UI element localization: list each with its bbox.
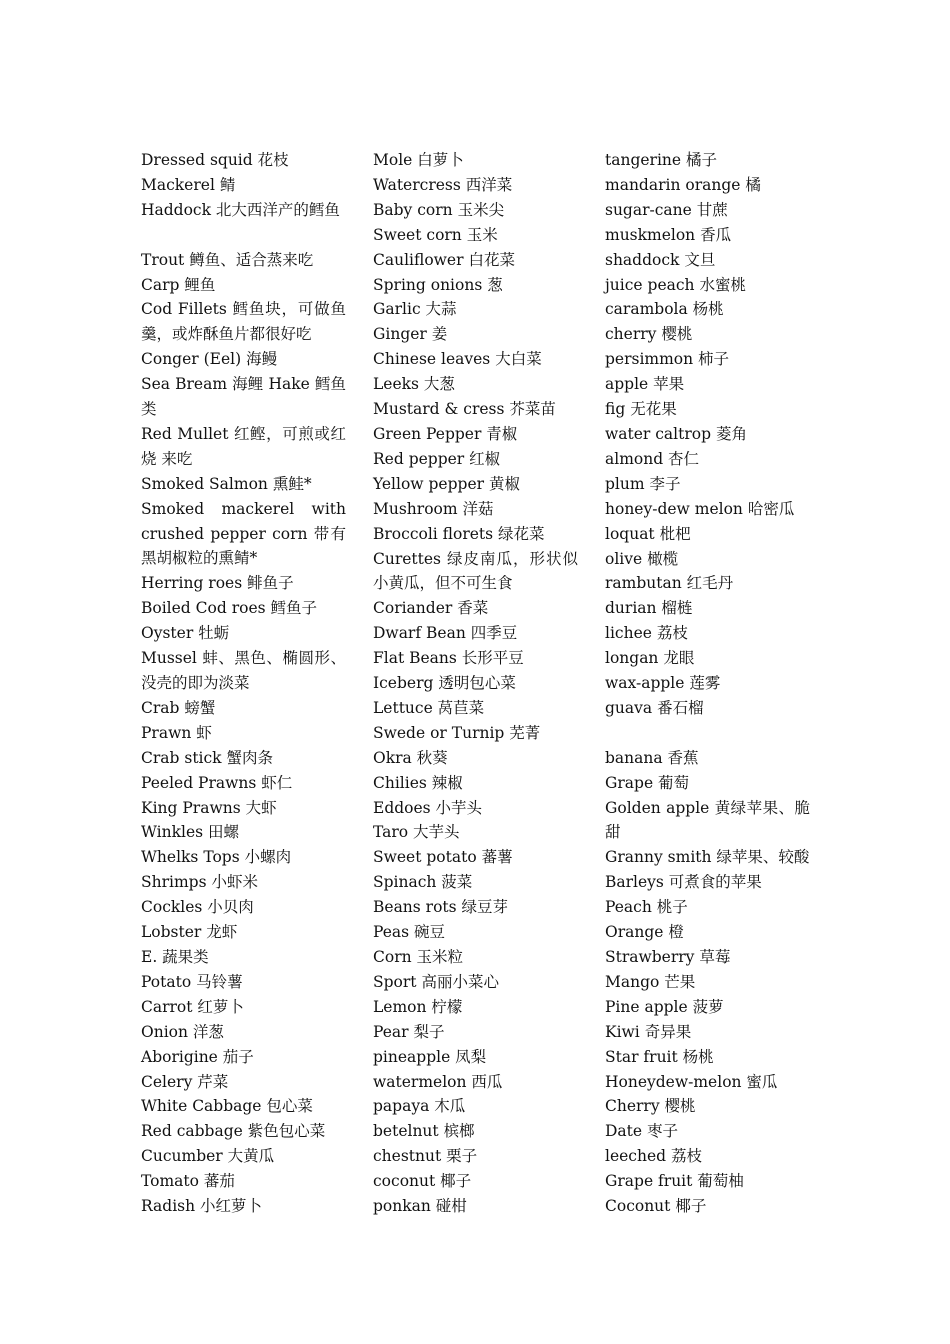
vocab-column-2 — [373, 148, 578, 1219]
vocab-entry: Ginger 姜 — [373, 325, 448, 344]
vocab-entry: Red Mullet 红鲣，可煎或红烧 来吃 — [141, 424, 346, 468]
vocab-entry: Eddoes 小芋头 — [373, 798, 483, 817]
vocab-entry: Herring roes 鲱鱼子 — [141, 574, 294, 593]
vocab-entry: Lettuce 莴苣菜 — [373, 698, 485, 717]
vocab-column-3 — [605, 148, 810, 1219]
vocab-entry: Spinach 菠菜 — [373, 873, 473, 892]
vocab-entry: Whelks Tops 小螺肉 — [141, 848, 292, 867]
vocab-entry: papaya 木瓜 — [373, 1097, 466, 1116]
vocab-entry: Broccoli florets 绿花菜 — [373, 524, 545, 543]
spacer — [141, 223, 346, 248]
vocab-entry: Coriander 香菜 — [373, 599, 489, 618]
vocab-entry: longan 龙眼 — [605, 649, 695, 668]
vocab-entry: pineapple 凤梨 — [373, 1047, 487, 1066]
vocab-entry: Mango 芒果 — [605, 972, 696, 991]
vocab-entry: tangerine 橘子 — [605, 151, 717, 169]
vocab-entry: chestnut 栗子 — [373, 1147, 478, 1166]
vocab-entry: Corn 玉米粒 — [373, 948, 464, 966]
vocab-entry: Kiwi 奇异果 — [605, 1022, 692, 1041]
vocab-entry: shaddock 文旦 — [605, 250, 716, 269]
vocab-entry: Red pepper 红椒 — [373, 449, 501, 468]
vocab-entry: Mustard & cress 芥菜苗 — [373, 400, 556, 419]
vocab-entry: Sweet potato 蕃薯 — [373, 848, 513, 867]
vocab-entry: Leeks 大葱 — [373, 375, 455, 394]
vocab-entry: Grape 葡萄 — [605, 773, 690, 792]
vocab-entry: lichee 荔枝 — [605, 624, 688, 643]
vocab-entry: Mussel 蚌、黑色、椭圆形、没壳的即为淡菜 — [141, 649, 346, 693]
vocab-entry: Aborigine 茄子 — [141, 1047, 254, 1066]
vocab-entry: almond 杏仁 — [605, 449, 700, 468]
vocab-entry: carambola 杨桃 — [605, 300, 724, 319]
vocab-entry: Cod Fillets 鳕鱼块，可做鱼羹，或炸酥鱼片都很好吃 — [141, 300, 346, 344]
vocab-entry: Taro 大芋头 — [373, 823, 460, 842]
vocab-entry: Haddock 北大西洋产的鳕鱼 — [141, 200, 340, 219]
vocab-entry: mandarin orange 橘 — [605, 175, 761, 194]
vocab-entry: Honeydew-melon 蜜瓜 — [605, 1072, 778, 1091]
vocab-entry: Golden apple 黄绿苹果、脆甜 — [605, 798, 810, 842]
vocab-entry: Iceberg 透明包心菜 — [373, 674, 516, 693]
vocab-entry: Shrimps 小虾米 — [141, 873, 258, 892]
vocab-entry: water caltrop 菱角 — [605, 424, 747, 443]
vocab-entry: Carrot 红萝卜 — [141, 997, 244, 1016]
vocab-entry: Swede or Turnip 芜菁 — [373, 723, 541, 742]
vocab-entry: Curettes 绿皮南瓜，形状似小黄瓜，但不可生食 — [373, 549, 578, 593]
vocab-entry: Star fruit 杨桃 — [605, 1047, 714, 1066]
vocab-entry: White Cabbage 包心菜 — [141, 1097, 313, 1116]
vocab-entry: Carp 鲤鱼 — [141, 275, 216, 294]
vocab-entry: juice peach 水蜜桃 — [605, 275, 746, 294]
vocab-entry: Cherry 樱桃 — [605, 1097, 696, 1116]
vocab-column-1 — [141, 148, 346, 1219]
vocab-entry: Smoked mackerel with crushed pepper corn 带有黑胡椒粒的熏鲭* — [141, 499, 346, 568]
vocab-entry: Date 枣子 — [605, 1122, 678, 1141]
vocab-entry: Mushroom 洋菇 — [373, 499, 494, 518]
vocab-entry: Yellow pepper 黄椒 — [373, 474, 520, 493]
vocab-entry: loquat 枇杷 — [605, 524, 691, 543]
vocab-entry: Cockles 小贝肉 — [141, 898, 254, 917]
vocab-entry: Celery 芹菜 — [141, 1072, 229, 1091]
vocab-entry: Peas 碗豆 — [373, 923, 446, 942]
vocab-entry: Peach 桃子 — [605, 898, 688, 917]
vocab-entry: Dressed squid 花枝 — [141, 151, 289, 169]
vocab-entry: Spring onions 葱 — [373, 275, 503, 294]
vocab-entry: Onion 洋葱 — [141, 1022, 224, 1041]
vocab-entry: Lobster 龙虾 — [141, 923, 238, 942]
spacer — [605, 721, 810, 746]
vocab-entry: Trout 鳟鱼、适合蒸来吃 — [141, 250, 314, 269]
vocab-entry: durian 榴梿 — [605, 599, 693, 618]
vocab-entry: leeched 荔枝 — [605, 1147, 702, 1166]
vocab-entry: Sea Bream 海鲤 Hake 鳕鱼类 — [141, 375, 346, 419]
vocab-entry: Coconut 椰子 — [605, 1197, 707, 1216]
vocab-entry: Dwarf Bean 四季豆 — [373, 624, 518, 643]
vocab-entry: Pear 梨子 — [373, 1022, 445, 1041]
vocab-entry: Radish 小红萝卜 — [141, 1197, 263, 1216]
vocab-entry: Lemon 柠檬 — [373, 997, 463, 1016]
vocab-entry: Sweet corn 玉米 — [373, 225, 498, 244]
vocab-entry: Potato 马铃薯 — [141, 972, 243, 991]
vocab-entry: coconut 椰子 — [373, 1172, 472, 1191]
vocab-entry: Okra 秋葵 — [373, 748, 448, 767]
vocab-entry: Grape fruit 葡萄柚 — [605, 1172, 744, 1191]
vocab-entry: wax-apple 莲雾 — [605, 674, 721, 693]
vocab-entry: Prawn 虾 — [141, 723, 212, 742]
vocab-entry: ponkan 碰柑 — [373, 1197, 467, 1216]
vocab-entry: King Prawns 大虾 — [141, 798, 277, 817]
vocab-entry: betelnut 槟榔 — [373, 1122, 475, 1141]
vocab-entry: sugar-cane 甘蔗 — [605, 200, 728, 219]
vocab-entry: cherry 樱桃 — [605, 325, 693, 344]
vocab-entry: Sport 高丽小菜心 — [373, 972, 499, 991]
vocab-entry: Crab stick 蟹肉条 — [141, 748, 273, 767]
vocab-entry: Barleys 可煮食的苹果 — [605, 873, 762, 892]
vocab-entry: Cauliflower 白花菜 — [373, 250, 515, 269]
vocab-entry: Beans rots 绿豆芽 — [373, 898, 509, 917]
vocab-entry: Conger (Eel) 海鳗 — [141, 350, 278, 369]
vocab-entry: Tomato 蕃茄 — [141, 1172, 235, 1191]
vocab-entry: Orange 橙 — [605, 923, 684, 942]
vocab-entry: Pine apple 菠萝 — [605, 997, 724, 1016]
vocab-entry: Granny smith 绿苹果、较酸 — [605, 848, 810, 867]
vocab-entry: olive 橄榄 — [605, 549, 679, 568]
vocab-entry: apple 苹果 — [605, 375, 685, 394]
vocab-entry: Baby corn 玉米尖 — [373, 200, 505, 219]
vocab-entry: Chinese leaves 大白菜 — [373, 350, 542, 369]
vocab-entry: Cucumber 大黄瓜 — [141, 1147, 275, 1166]
vocab-entry: Green Pepper 青椒 — [373, 424, 518, 443]
vocab-entry: Red cabbage 紫色包心菜 — [141, 1122, 326, 1141]
vocab-entry: Winkles 田螺 — [141, 823, 240, 842]
vocab-entry: banana 香蕉 — [605, 748, 699, 767]
vocab-entry: Boiled Cod roes 鳕鱼子 — [141, 599, 317, 618]
vocab-entry: plum 李子 — [605, 474, 681, 493]
vocab-entry: Oyster 牡蛎 — [141, 624, 230, 643]
vocab-entry: muskmelon 香瓜 — [605, 225, 732, 244]
vocab-entry: Watercress 西洋菜 — [373, 175, 513, 194]
vocab-entry: Smoked Salmon 熏鲑* — [141, 474, 312, 493]
vocab-entry: Mackerel 鲭 — [141, 175, 236, 194]
vocab-entry: fig 无花果 — [605, 400, 677, 419]
vocab-entry: Peeled Prawns 虾仁 — [141, 773, 293, 792]
vocab-entry: rambutan 红毛丹 — [605, 574, 734, 593]
vocab-entry: Flat Beans 长形平豆 — [373, 649, 524, 668]
vocab-entry: Strawberry 草莓 — [605, 947, 731, 966]
vocab-entry: Garlic 大蒜 — [373, 300, 457, 319]
vocab-entry: guava 番石榴 — [605, 698, 704, 717]
vocab-entry: Mole 白萝卜 — [373, 151, 464, 169]
vocab-entry: Crab 螃蟹 — [141, 698, 216, 717]
vocab-entry: watermelon 西瓜 — [373, 1072, 503, 1091]
vocab-entry: honey-dew melon 哈密瓜 — [605, 499, 795, 518]
vocab-entry: persimmon 柿子 — [605, 350, 730, 369]
section-heading: E. 蔬果类 — [141, 947, 209, 966]
vocab-entry: Chilies 辣椒 — [373, 773, 463, 792]
